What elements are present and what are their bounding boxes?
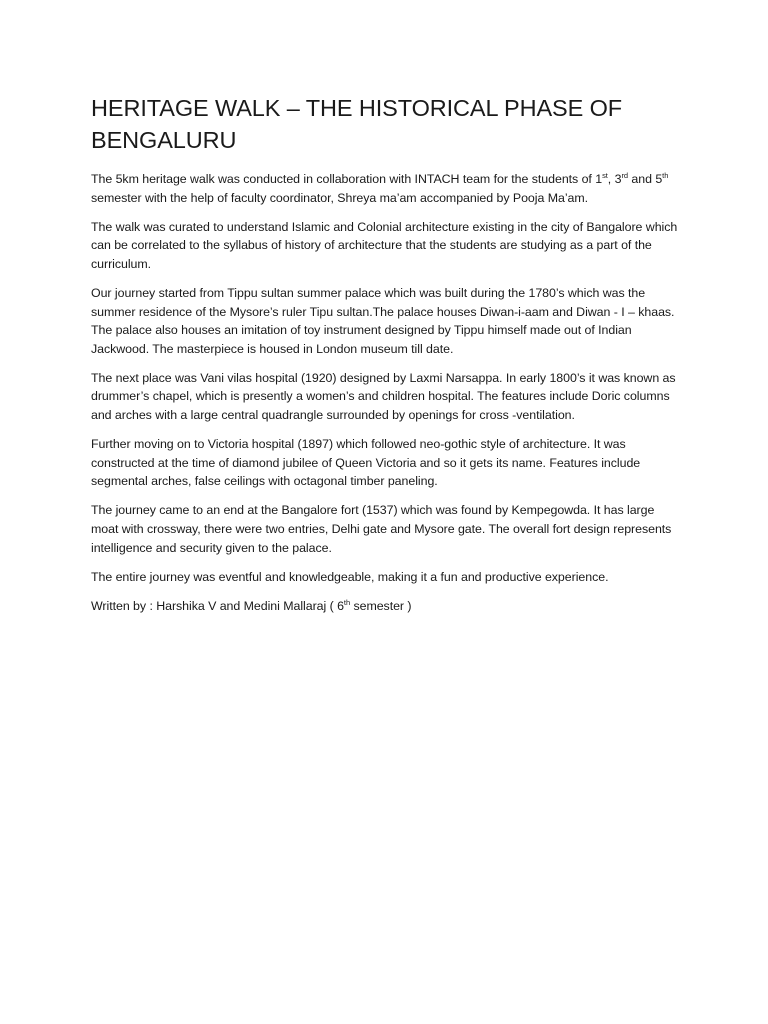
paragraph-purpose: The walk was curated to understand Islamic and Colonial architecture existing in the city of Bangalore which can be correlated to the syllabus of history of architecture that the students are studying as a part of the curriculum. xyxy=(91,219,678,271)
page-title: HERITAGE WALK – THE HISTORICAL PHASE OF BENGALURU xyxy=(91,95,623,153)
intro-paragraph xyxy=(91,170,681,207)
intro-sup-3: th xyxy=(662,171,669,180)
paragraph-victoria-hospital: Further moving on to Victoria hospital (1897) which followed neo-gothic style of architecture. It was constructed at the time of diamond jubilee of Queen Victoria and so it gets its name. Features include segmental arches, false ceilings with octagonal timber paneling. xyxy=(91,437,641,489)
intro-text-4: semester with the help of faculty coordinator, Shreya ma’am accompanied by Pooja Ma’am. xyxy=(91,190,589,205)
paragraph-vani-vilas: The next place was Vani vilas hospital (1920) designed by Laxmi Narsappa. In early 1800’s it was known as drummer’s chapel, which is presently a women’s and children hospital. The features include Doric columns and arches with a large central quadrangle surrounded by openings for cross -ventilation. xyxy=(91,370,676,423)
intro-text-2: , 3 xyxy=(607,172,622,186)
paragraph-bangalore-fort: The journey came to an end at the Bangalore fort (1537) which was found by Kempegowda. It has large moat with crossway, there were two entries, Delhi gate and Mysore gate. The overall fort design represents intelligence and security given to the palace. xyxy=(91,503,672,555)
paragraph-conclusion: The entire journey was eventful and knowledgeable, making it a fun and productive experience. xyxy=(91,569,609,584)
intro-text-1: The 5km heritage walk was conducted in collaboration with INTACH team for the students of 1 xyxy=(91,172,603,186)
intro-sup-1: st xyxy=(602,171,608,180)
intro-sup-2: rd xyxy=(621,171,629,180)
byline-sup: th xyxy=(343,597,351,607)
byline-text-2: semester ) xyxy=(350,598,412,613)
intro-text-3: and 5 xyxy=(628,172,663,186)
byline-text-1: Written by : Harshika V and Medini Mallaraj ( 6 xyxy=(91,598,344,613)
byline xyxy=(91,597,681,616)
document-page xyxy=(91,92,681,626)
paragraph-tipu-palace: Our journey started from Tippu sultan summer palace which was built during the 1780’s which was the summer residence of the Mysore’s ruler Tipu sultan.The palace houses Diwan-i-aam and Diwan - I – khaas. The palace also houses an imitation of toy instrument designed by Tippu himself made out of Indian Jackwood. The masterpiece is housed in London museum till date. xyxy=(91,285,675,356)
